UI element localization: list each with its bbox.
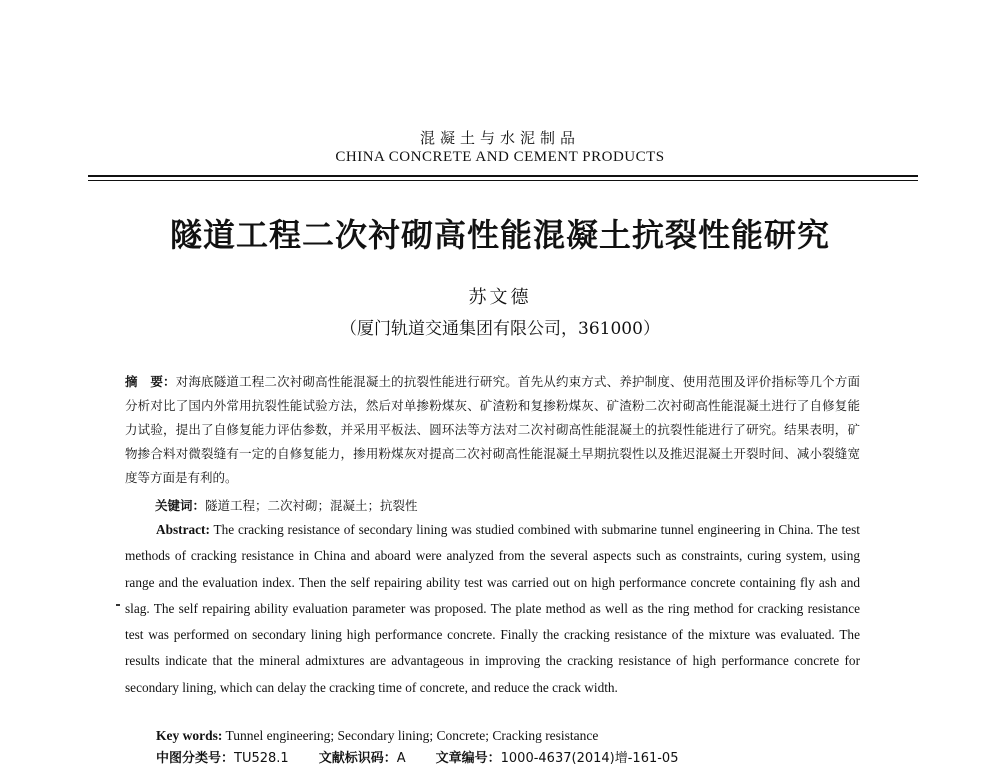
author-affiliation: （厦门轨道交通集团有限公司，361000） — [340, 319, 660, 339]
journal-title-en: CHINA CONCRETE AND CEMENT PRODUCTS — [335, 149, 665, 165]
abstract-en-label: Abstract: — [156, 522, 210, 537]
article-no-label: 文章编号： — [435, 751, 501, 766]
clc-value: TU528.1 — [234, 751, 289, 766]
keywords-cn-text: 隧道工程；二次衬砌；混凝土；抗裂性 — [205, 498, 418, 513]
doc-code-value: A — [396, 751, 406, 766]
abstract-cn — [125, 370, 860, 490]
article-no-value: 1000-4637(2014)增-161-05 — [500, 751, 679, 766]
header-rule-thin — [88, 180, 918, 181]
clc-label: 中图分类号： — [156, 751, 235, 766]
keywords-cn — [155, 494, 855, 518]
abstract-cn-label: 摘 要： — [125, 374, 176, 389]
keywords-cn-label: 关键词： — [155, 498, 206, 513]
doc-code-label: 文献标识码： — [318, 751, 397, 766]
article-author: 苏文德 — [468, 287, 532, 308]
keywords-en-text: Tunnel engineering; Secondary lining; Concrete; Cracking resistance — [222, 728, 599, 743]
abstract-en — [125, 517, 860, 701]
classification-line — [156, 750, 876, 768]
abstract-cn-text: 对海底隧道工程二次衬砌高性能混凝土的抗裂性能进行研究。首先从约束方式、养护制度、使用范围及评价指标等几个方面分析对比了国内外常用抗裂性能试验方法，然后对单掺粉煤灰、矿渣粉和复掺粉煤灰、矿渣粉二次衬砌高性能混凝土进行了自修复能力试验，提出了自修复能力评估参数，并采用平板法、圆环法等方法对二次衬砌高性能混凝土的抗裂性能进行了研究。结果表明，矿物掺合料对微裂缝有一定的自修复能力，掺用粉煤灰对提高二次衬砌高性能混凝土早期抗裂性以及推迟混凝土开裂时间、减小裂缝宽度等方面是有利的。 — [125, 374, 860, 485]
article-title: 隧道工程二次衬砌高性能混凝土抗裂性能研究 — [169, 216, 830, 254]
keywords-en-label: Key words: — [156, 728, 223, 743]
journal-title-cn: 混凝土与水泥制品 — [419, 129, 580, 147]
abstract-en-text: The cracking resistance of secondary lining was studied combined with submarine tunnel engineering in China. The test methods of cracking resistance in China and aboard were analyzed from the several aspects such as constraints, curing system, using range and the evaluation index. Then the self repairing ability test was carried out on high performance concrete containing fly ash and slag. The self repairing ability evaluation parameter was proposed. The plate method as well as the ring method for cracking resistance test was performed on secondary lining high performance concrete. Finally the cracking resistance of the mixture was evaluated. The results indicate that the mineral admixtures are advantageous in improving the cracking resistance of high performance concrete for secondary lining, which can delay the cracking time of concrete, and reduce the crack width. — [125, 522, 860, 695]
margin-mark — [116, 604, 120, 606]
keywords-en — [156, 725, 856, 747]
header-rule-thick — [88, 175, 918, 177]
